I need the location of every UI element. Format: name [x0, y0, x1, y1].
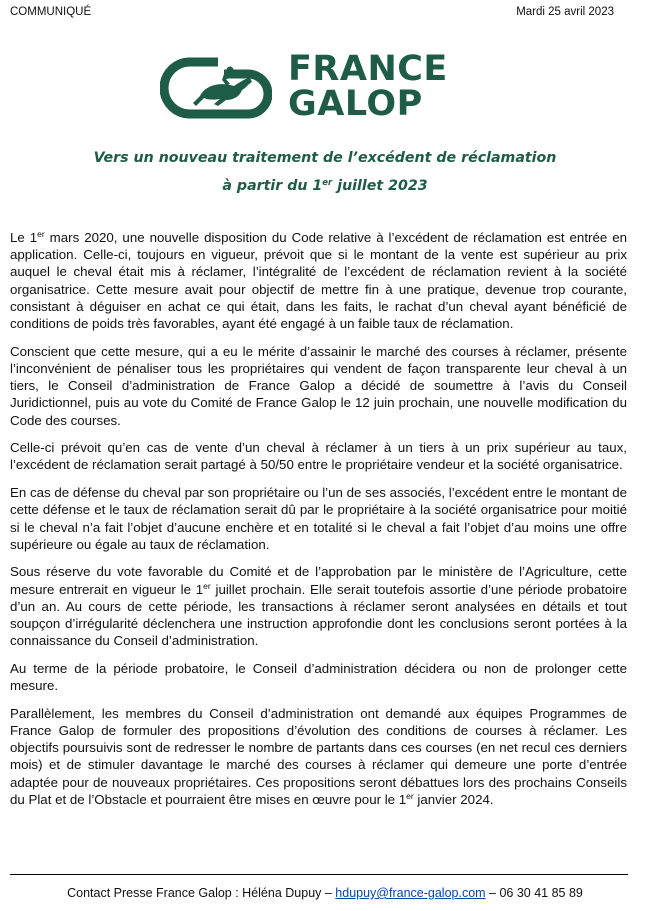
footer-contact-text: Contact Presse France Galop : Héléna Dupuy –: [67, 886, 336, 900]
paragraph-1: [10, 229, 627, 332]
document-date: Mardi 25 avril 2023: [516, 6, 614, 18]
paragraph-6: Au terme de la période probatoire, le Conseil d’administration décidera ou non de prolonger cette mesure.: [10, 660, 627, 694]
title-superscript: er: [322, 178, 333, 188]
paragraph-1-start: Le 1: [10, 230, 38, 245]
footer-divider: [10, 874, 628, 875]
press-release-body: [10, 229, 627, 819]
paragraph-5-superscript: er: [203, 580, 211, 591]
title-line-2: [0, 178, 650, 194]
press-contact-footer: [0, 886, 650, 900]
horse-jockey-g-icon: [160, 54, 272, 126]
paragraph-2: Conscient que cette mesure, qui a eu le mérite d’assainir le marché des courses à réclamer, présente l’inconvénient de pénaliser tous les propriétaires qui vendent de façon transparente leur cheval à un tiers, le Conseil d’administration de France Galop a décidé de soumettre à l’avis du Conseil Juridictionnel, puis au vote du Comité de France Galop le 12 juin prochain, une nouvelle modification du Code des courses.: [10, 343, 627, 428]
title-line-2-start: à partir du 1: [222, 178, 323, 194]
paragraph-4: En cas de défense du cheval par son propriétaire ou l’un de ses associés, l’excédent entre le montant de cette défense et le taux de réclamation serait dû par le propriétaire à la société organisatrice pour moitié si le cheval n’a fait l’objet d’aucune enchère et en totalité si le cheval a fait l’objet d’au moins une offre supérieure ou égale au taux de réclamation.: [10, 485, 627, 552]
paragraph-3: Celle-ci prévoit qu’en cas de vente d’un cheval à réclamer à un tiers à un prix supérieur au taux, l’excédent de réclamation serait partagé à 50/50 entre le propriétaire vendeur et la société organisatrice.: [10, 440, 627, 473]
logo-wordmark: [288, 49, 448, 124]
paragraph-7-rest: janvier 2024.: [413, 791, 494, 807]
title-line-2-end: juillet 2023: [332, 178, 428, 194]
paragraph-7-superscript: er: [406, 790, 414, 801]
paragraph-7-start: Parallèlement, les membres du Conseil d’administration ont demandé aux équipes Programmes de France Galop de formuler des propositions d’évolution des conditions de courses à réclamer. Les objectifs poursuivis sont de redresser le nombre de partants dans ces courses (en net recul ces derniers mois) et de stimuler davantage le marché des courses à réclamer qui demeure une porte d’entrée adaptée pour de nouveaux propriétaires. Ces propositions seront débattues lors des prochains Conseils du Plat et de l’Obstacle et pourraient être mises en œuvre pour le 1: [10, 705, 627, 807]
paragraph-5-rest: juillet prochain. Elle serait toutefois assortie d’une période probatoire d’un an. Au cours de cette période, les transactions à réclamer seront analysées en détails et tout soupçon d’irrégularité déclenchera une instruction approfondie dont les conclusions seront portées à la connaissance du Conseil d’administration.: [10, 581, 628, 649]
title-line-1: Vers un nouveau traitement de l’excédent de réclamation: [93, 150, 557, 166]
paragraph-5-start: Sous réserve du vote favorable du Comité et de l’approbation par le ministère de l’Agriculture, cette mesure entrerait en vigueur le 1: [10, 564, 627, 597]
document-type-label: COMMUNIQUÉ: [10, 6, 92, 18]
logo-line-galop: GALOP: [288, 84, 423, 124]
france-galop-logo: [160, 49, 490, 124]
paragraph-5: [10, 563, 627, 649]
logo-line-france: FRANCE: [288, 49, 448, 89]
paragraph-7: [10, 705, 627, 808]
paragraph-1-superscript: er: [37, 229, 45, 239]
paragraph-1-rest: mars 2020, une nouvelle disposition du Code relative à l’excédent de réclamation est entrée en application. Celle-ci, toujours en vigueur, prévoit que si le montant de la vente est supérieur au prix auquel le cheval était mis à réclamer, l’intégralité de l’excédent de réclamation revient à la société organisatrice. Cette mesure avait pour objectif de mettre fin à une pratique, devenue trop courante, consistant à déguiser en achat ce qui était, dans les faits, le rachat d’un cheval ayant bénéficié de conditions de poids très favorables, ayant été engagé à un faible taux de réclamation.: [10, 230, 627, 332]
footer-phone-text: – 06 30 41 85 89: [485, 886, 583, 900]
contact-email-link[interactable]: hdupuy@france-galop.com: [335, 886, 486, 900]
